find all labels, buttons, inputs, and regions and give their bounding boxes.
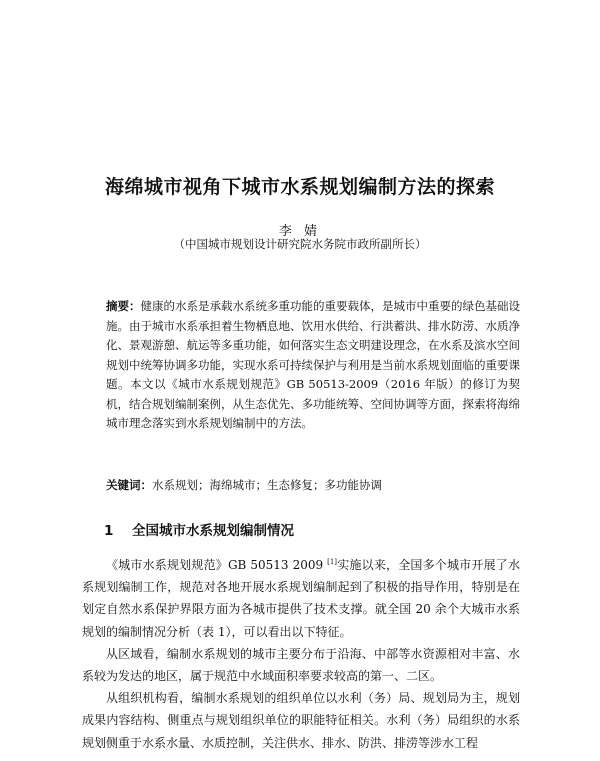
section-title: 全国城市水系规划编制情况	[132, 523, 294, 539]
paragraph-1-start: 《城市水系规划规范》GB 50513 2009	[106, 558, 328, 572]
section-heading	[104, 519, 294, 539]
author-affiliation: （中国城市规划设计研究院水务院市政所副所长）	[173, 237, 427, 251]
body-paragraph: 从区域看，编制水系规划的城市主要分布于沿海、中部等水资源相对丰富、水系较为发达的地区，属于规范中水域面积率要求较高的第一、二区。	[82, 646, 520, 684]
paper-title: 海绵城市视角下城市水系规划编制方法的探索	[104, 176, 495, 198]
abstract-label: 摘要：	[106, 299, 141, 313]
keywords	[106, 476, 520, 496]
abstract	[106, 297, 520, 434]
abstract-text: 健康的水系是承载水系统多重功能的重要载体，是城市中重要的绿色基础设施。由于城市水系承担着生物栖息地、饮用水供给、行洪蓄洪、排水防涝、水质净化、景观游憩、航运等多重功能，如何落实生态文明建设理念，在水系及滨水空间规划中统筹协调多功能，实现水系可持续保护与利用是当前水系规划面临的重要课题。本文以《城市水系规划规范》GB 50513-2009（2016 年版）的修订为契机，结合规划编制案例，从生态优先、多功能统筹、空间协调等方面，探索将海绵城市理念落实到水系规划编制中的方法。	[106, 299, 520, 430]
body-paragraph	[82, 554, 520, 643]
paragraph-1-rest: 实施以来，全国多个城市开展了水系规划编制工作，规范对各地开展水系规划编制起到了积极的指导作用，特别是在划定自然水系保护界限方面为各城市提供了技术支撑。就全国 20 余个大城市水系规划的编制情况分析（表 1），可以看出以下特征。	[82, 558, 520, 639]
keywords-label: 关键词：	[106, 478, 152, 492]
reference-citation[interactable]: [1]	[327, 558, 338, 566]
author-name: 李 婧	[278, 224, 322, 239]
body-text	[82, 554, 520, 754]
section-number: 1	[104, 523, 114, 539]
keywords-text: 水系规划；海绵城市；生态修复；多功能协调	[152, 478, 382, 492]
body-paragraph: 从组织机构看，编制水系规划的组织单位以水利（务）局、规划局为主，规划成果内容结构、侧重点与规划组织单位的职能特征相关。水利（务）局组织的水系规划侧重于水系水量、水质控制，关注供水、排水、防洪、排涝等涉水工程	[82, 691, 520, 750]
